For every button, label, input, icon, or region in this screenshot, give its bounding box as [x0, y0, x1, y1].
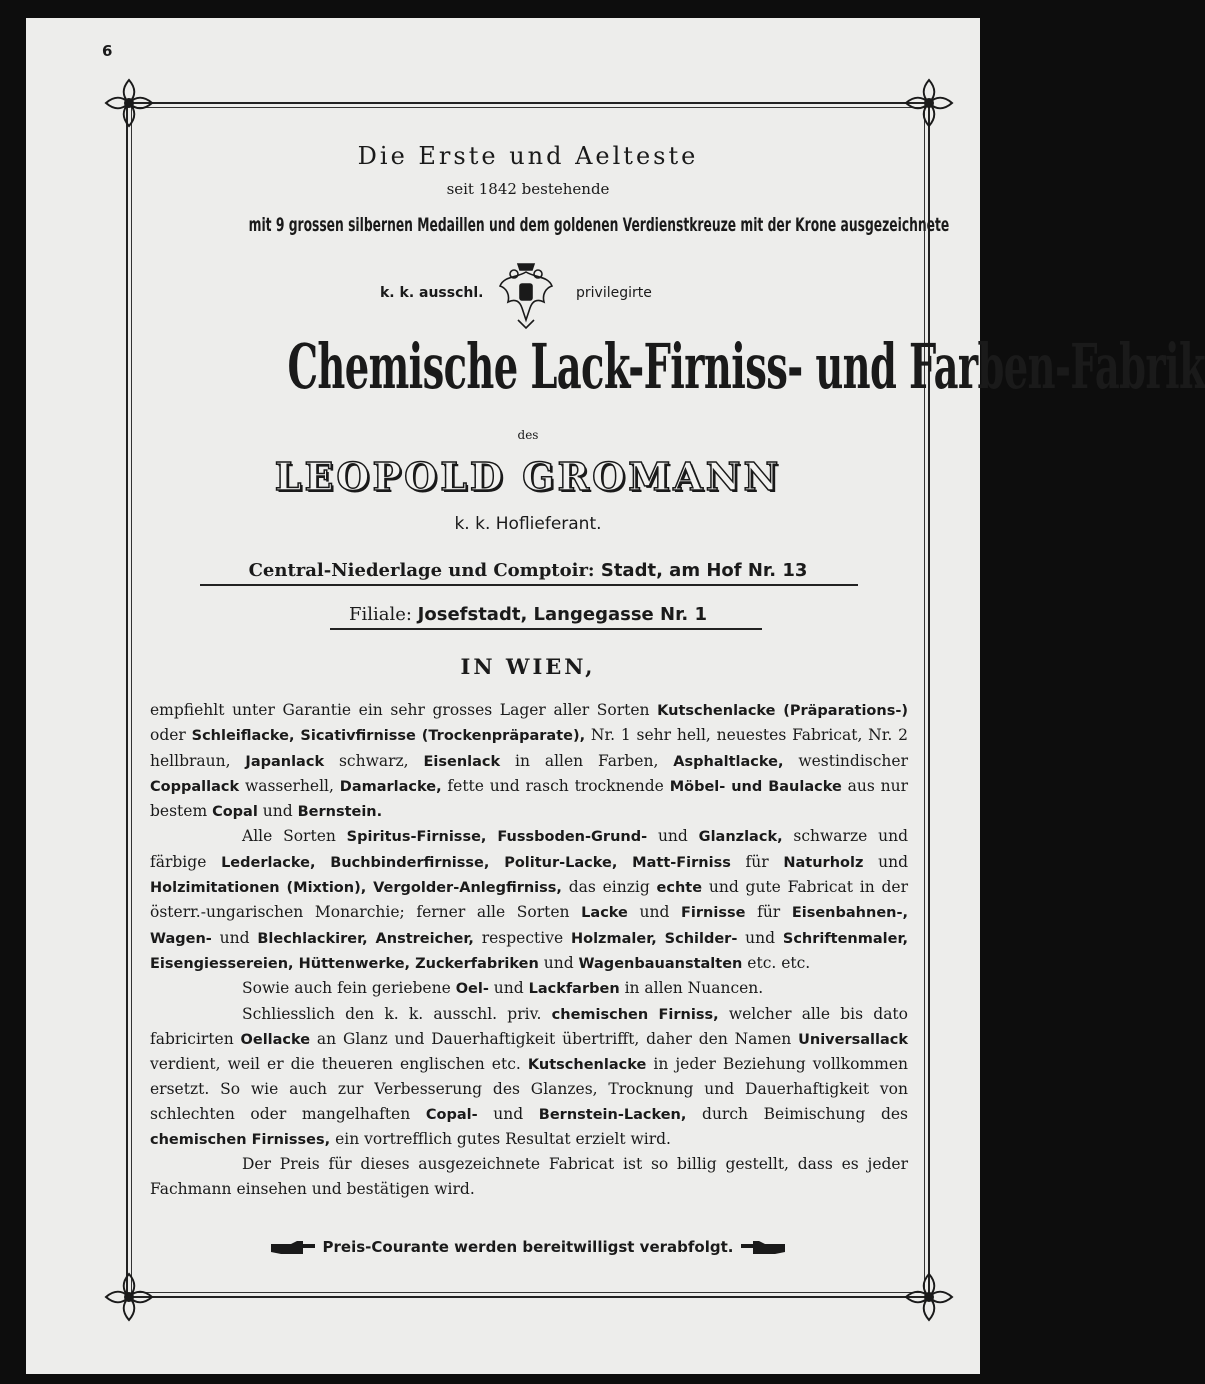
product-name: Asphaltlacke, [673, 753, 784, 770]
product-name: Lederlacke, Buchbinderfirnisse, Politur-Lacke, Matt-Firniss [221, 854, 731, 871]
body-text-run: das einzig [561, 878, 657, 897]
product-name: Kutschenlacke (Präparations-) [657, 703, 908, 719]
product-name: Bernstein. [297, 804, 383, 821]
footer-line [140, 1238, 916, 1257]
body-text-run: respective [473, 928, 571, 947]
body-text-run: und [538, 953, 579, 972]
branch-address: Josefstadt, Langegasse Nr. 1 [417, 604, 708, 625]
body-text-run: und [737, 928, 783, 947]
corner-ornament-icon [902, 76, 956, 130]
body-text-run: Schliesslich den k. k. ausschl. priv. [242, 1004, 552, 1023]
body-text-run: und [211, 928, 258, 947]
footer-text: Preis-Courante werden bereitwilligst verabfolgt. [322, 1238, 734, 1256]
body-text-run: für [730, 852, 784, 871]
body-text-run: verdient, weil er die theueren englischen etc. [150, 1055, 528, 1074]
body-text-run: Nr. 1 sehr hell, neuestes Fabricat, Nr. 2 hellbraun, [150, 726, 909, 770]
body-text-run: und [627, 903, 682, 922]
product-name: Lackfarben [528, 981, 620, 998]
product-name: Wagenbauanstalten [578, 955, 743, 972]
product-name: chemischen Firniss, [551, 1006, 719, 1023]
emblem-left-text: k. k. ausschl. [380, 285, 484, 301]
divider-rule [200, 584, 858, 586]
company-owner-name: LEOPOLD GROMANN [274, 454, 782, 499]
product-name: Oel- [455, 981, 489, 998]
body-text-run: aus nur bestem [150, 776, 908, 821]
body-text-run: schwarze und färbige [150, 827, 909, 871]
body-text-run: ein vortrefflich gutes Resultat erzielt wird. [330, 1130, 671, 1149]
body-text-run: in allen Nuancen. [619, 979, 764, 998]
body-text-run: Der Preis für dieses ausgezeichnete Fabricat ist so billig gestellt, dass es jeder Fachmann einsehen und bestätigen wird. [150, 1155, 908, 1198]
corner-ornament-icon [102, 76, 156, 130]
product-name: Japanlack [245, 753, 325, 770]
product-name: Spiritus-Firnisse, Fussboden-Grund- [346, 829, 648, 846]
product-name: Glanzlack, [698, 829, 783, 846]
body-text-run: Sowie auch fein geriebene [242, 979, 456, 998]
body-text-run: und [257, 802, 298, 821]
product-name: chemischen Firnisses, [150, 1132, 331, 1149]
body-paragraph [150, 698, 908, 824]
body-text-run: westindischer [783, 751, 908, 770]
body-text-run: für [745, 903, 792, 922]
product-name: Copal [212, 804, 258, 821]
body-paragraph [150, 1002, 908, 1153]
company-title: Chemische Lack-Firniss- und Farben-Fabrik [287, 330, 1205, 403]
body-text-run: welcher alle bis dato fabricirten [150, 1004, 908, 1048]
body-text-run: schwarz, [324, 751, 424, 770]
body-text-run: und [477, 1104, 539, 1123]
city-heading: IN WIEN, [460, 654, 596, 679]
body-text-run: fette und rasch trocknende [441, 776, 670, 795]
central-office-label: Central-Niederlage und Comptoir: [248, 560, 595, 581]
pointing-hand-right-icon [269, 1239, 317, 1257]
product-name: Damarlacke, [339, 778, 442, 795]
body-text-run: und [863, 852, 908, 871]
body-text-run: und [488, 979, 529, 998]
body-text-run: an Glanz und Dauerhaftigkeit übertrifft, daher den Namen [310, 1029, 799, 1048]
product-name: Möbel- und Baulacke [669, 778, 842, 795]
divider-rule [330, 628, 762, 630]
product-name: Eisenlack [423, 753, 501, 770]
product-name: Universallack [798, 1031, 908, 1048]
header-line-3: mit 9 grossen silbernen Medaillen und dem goldenen Verdienstkreuze mit der Krone ausgezeichnete [248, 214, 950, 236]
body-text-run: wasserhell, [239, 776, 340, 795]
branch-label: Filiale: [348, 604, 412, 625]
product-name: Lacke [581, 905, 628, 922]
advertisement-body [150, 698, 908, 1201]
product-name: Naturholz [783, 854, 864, 871]
des-text: des [517, 428, 539, 442]
product-name: Holzimitationen (Mixtion), Vergolder-Anlegfirniss, [150, 880, 562, 897]
body-text-run: durch Beimischung des [686, 1104, 908, 1123]
double-eagle-emblem-icon [496, 258, 556, 330]
product-name: Bernstein-Lacken, [538, 1106, 687, 1123]
hoflieferant-text: k. k. Hoflieferant. [454, 514, 602, 534]
product-name: Schleiflacke, Sicativfirnisse (Trockenpräparate), [191, 728, 586, 745]
pointing-hand-left-icon [739, 1239, 787, 1257]
body-text-run: in jeder Beziehung vollkommen ersetzt. So wie auch zur Verbesserung des Glanzes, Trocknung und Dauerhaftigkeit von schlechten oder mangelhaften [150, 1055, 909, 1123]
central-office-address: Stadt, am Hof Nr. 13 [600, 560, 808, 581]
header-line-1: Die Erste und Aelteste [357, 142, 699, 170]
product-name: Coppallack [150, 778, 240, 795]
header-line-2: seit 1842 bestehende [446, 180, 610, 198]
body-text-run: und gute Fabricat in der österr.-ungarischen Monarchie; ferner alle Sorten [150, 878, 909, 922]
product-name: Copal- [425, 1106, 478, 1123]
body-text-run: etc. etc. [742, 953, 811, 972]
corner-ornament-icon [102, 1270, 156, 1324]
product-name: Firnisse [681, 905, 746, 922]
body-paragraph [150, 824, 908, 976]
corner-ornament-icon [902, 1270, 956, 1324]
body-paragraph [150, 976, 908, 1001]
body-text-run: oder [150, 726, 192, 745]
branch-line [140, 604, 916, 625]
central-office-line [140, 560, 916, 581]
product-name: Schriftenmaler, Eisengiessereien, Hüttenwerke, Zuckerfabriken [150, 930, 908, 972]
product-name: Holzmaler, Schilder- [570, 930, 738, 947]
page-number: 6 [102, 42, 113, 60]
product-name: Blechlackirer, Anstreicher, [257, 930, 474, 947]
body-text-run: Alle Sorten [242, 827, 347, 846]
body-text-run: und [647, 827, 699, 846]
product-name: Oellacke [240, 1031, 311, 1048]
product-name: Eisenbahnen-, Wagen- [150, 905, 908, 947]
body-text-run: in allen Farben, [500, 751, 674, 770]
body-paragraph [150, 1152, 908, 1201]
emblem-right-text: privilegirte [576, 285, 652, 301]
body-text-run: empfiehlt unter Garantie ein sehr grosses Lager aller Sorten [150, 701, 658, 719]
product-name: Kutschenlacke [527, 1057, 647, 1074]
product-name: echte [656, 880, 703, 897]
